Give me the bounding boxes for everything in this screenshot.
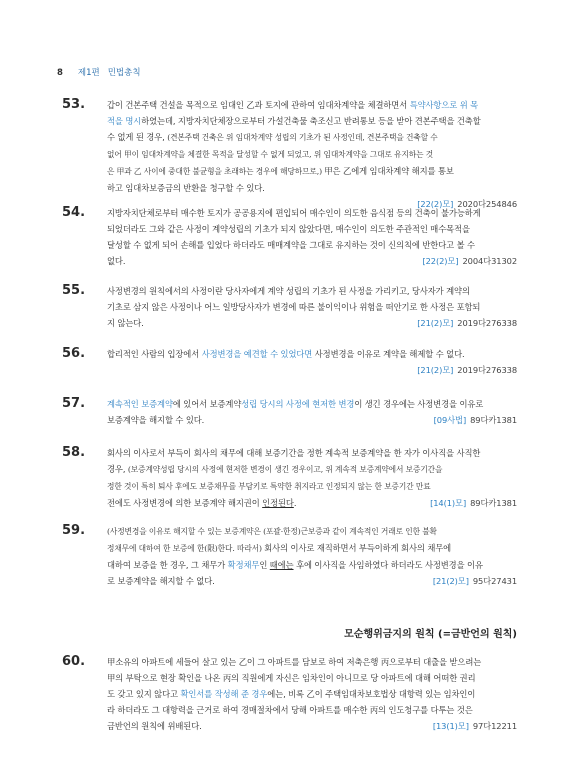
text-span: 합리적인 사람의 입장에서	[107, 349, 202, 359]
annotation-text: 정한 것이 특히 퇴사 후에도 보증채무를 부담키로 특약한 취지라고 인정되지 않는 한 보증기간 만료	[107, 482, 431, 491]
page-header	[57, 66, 141, 78]
text-line	[107, 445, 517, 461]
text-line	[107, 113, 517, 129]
item-number: 58.	[62, 445, 86, 460]
text-line	[107, 97, 517, 113]
case-number: 2004다31302	[462, 256, 517, 266]
text-line	[107, 557, 517, 573]
text-span: 되었더라도 그와 같은 사정이 계약성립의 기초가 되지 않았다면, 매수인이 의도한 주관적인 매수목적을	[107, 224, 470, 234]
text-line	[107, 315, 517, 331]
text-span: 사정변경을 이유로 계약을 해제할 수 없다.	[312, 349, 465, 359]
highlight-text: 확정채무	[227, 560, 260, 570]
annotation-text: 없어 甲이 임대차계약을 체결한 목적을 달성할 수 없게 되었고, 위 임대차계약을 그대로 유지하는 것	[107, 150, 434, 159]
underlined-text: 인정된다	[262, 498, 294, 508]
text-span: 갑이 건본주택 건설을 목적으로 임대인 乙과 토지에 관하여 임대차계약을 체결하면서	[107, 100, 410, 110]
page-number: 8	[57, 68, 63, 78]
highlight-text: 적을 명시	[107, 116, 142, 126]
text-line	[107, 670, 517, 686]
item-body	[107, 396, 517, 428]
text-span: 달성할 수 없게 되어 손해를 입었다 하더라도 매매계약을 그대로 유지하는 것이 신의칙에 반한다고 볼 수	[107, 240, 475, 250]
text-span: 하였는데, 지방자치단체장으로부터 가설건축물 축조신고 반려통보 등을 받아 견본주택을 건축할	[141, 116, 481, 126]
item-number: 54.	[62, 205, 86, 220]
text-span: 회사의 이사로서 부득이 회사의 채무에 대해 보증기간을 정한 계속적 보증계약을 한 자가 이사직을 사직한	[107, 448, 481, 458]
item-body	[107, 283, 517, 331]
section-title: 모순행위금지의 원칙 (=금반언의 원칙)	[344, 629, 517, 640]
text-line	[107, 205, 517, 221]
reference-line	[107, 362, 517, 378]
text-line	[107, 237, 517, 253]
text-line	[107, 221, 517, 237]
exam-reference: [21(2)모]	[417, 365, 454, 375]
text-line	[107, 163, 517, 180]
text-span: 에는, 비록 乙이 주택임대차보호법상 대항력 있는 임차인이	[267, 689, 476, 699]
text-line	[107, 523, 517, 540]
exam-reference: [22(2)모]	[417, 199, 454, 209]
text-span: 수 없게 된 경우,	[107, 132, 168, 142]
underlined-text: 때에는	[269, 560, 294, 570]
text-span: 없다.	[107, 256, 126, 266]
case-number: 89다카1381	[470, 498, 517, 508]
exam-reference: [21(2)모]	[432, 576, 469, 586]
item-body	[107, 654, 517, 734]
text-line	[107, 129, 517, 146]
exam-reference: [22(2)모]	[422, 256, 459, 266]
highlight-text: 확인서를 작성해 준 경우	[180, 689, 268, 699]
text-line	[107, 686, 517, 702]
text-span: 후에 이사직을 사임하였다 하더라도 사정변경을 이유	[293, 560, 483, 570]
highlight-text: 정채무	[107, 544, 129, 553]
case-number: 89다카1381	[470, 415, 517, 425]
item-body	[107, 205, 517, 269]
text-line	[107, 283, 517, 299]
text-span: 이 생긴 경우에는 사정변경을 이유로	[354, 399, 484, 409]
item-body	[107, 346, 517, 378]
text-span: 사정변경의 원칙에서의 사정이란 당사자에게 계약 성립의 기초가 된 사정을 가리키고, 당사자가 계약의	[107, 286, 470, 296]
item-body	[107, 523, 517, 589]
item-body	[107, 445, 517, 511]
text-line	[107, 540, 517, 557]
exam-reference: [21(2)모]	[417, 318, 454, 328]
text-span: 甲의 부탁으로 현장 확인을 나온 丙의 직원에게 자신은 임차인이 아니므로 당 아파트에 대해 어떠한 권리	[107, 673, 476, 683]
text-span: 지 않는다.	[107, 318, 144, 328]
item-number: 53.	[62, 97, 86, 112]
text-span: 기초로 삼지 않은 사정이나 어느 일방당사자가 변경에 따른 불이익이나 위험을 떠안기로 한 사정은 포함되	[107, 302, 481, 312]
text-line	[107, 573, 517, 589]
text-line	[107, 253, 517, 269]
chapter-label: 민법총칙	[107, 68, 141, 78]
exam-reference: [13(1)모]	[432, 721, 469, 731]
highlight-text: 계속적인 거래로 인한 불확	[349, 527, 437, 536]
exam-reference: [09사법]	[433, 415, 467, 425]
highlight-text: 계속적인 보증계약	[107, 399, 173, 409]
text-line	[107, 346, 517, 362]
item-number: 57.	[62, 396, 86, 411]
text-span: 하고 임대차보증금의 반환을 청구할 수 있다.	[107, 183, 265, 193]
item-number: 56.	[62, 346, 86, 361]
annotation-text: 은 甲과 乙 사이에 중대한 불균형을 초래하는 경우에 해당하므로,)	[107, 167, 325, 176]
text-line	[107, 718, 517, 734]
highlight-text: 성립 당시의 사정에 현저한 변경	[241, 399, 355, 409]
item-number: 60.	[62, 654, 86, 669]
item-body	[107, 97, 517, 212]
case-number: 2019다276338	[457, 365, 517, 375]
text-span: 경우,	[107, 464, 128, 474]
case-number: 2019다276338	[457, 318, 517, 328]
text-span: 에 있어서 보증계약	[172, 399, 242, 409]
highlight-text: 특약사항으로 위 목	[409, 100, 479, 110]
text-span: 로 보증계약을 해지할 수 없다.	[107, 576, 215, 586]
text-span: 인	[259, 560, 270, 570]
text-span: 甲은 乙에게 임대차계약 해지를 통보	[324, 166, 454, 176]
case-number: 95다27431	[472, 576, 517, 586]
text-line	[107, 478, 517, 495]
text-line	[107, 412, 517, 428]
case-number: 97다12211	[472, 721, 517, 731]
text-span: .	[293, 498, 297, 508]
case-number: 2020다254846	[457, 199, 517, 209]
text-line	[107, 495, 517, 511]
text-span: 도 갖고 있지 않다고	[107, 689, 181, 699]
highlight-text: 사정변경을 예견할 수 있었다면	[201, 349, 313, 359]
text-span: 대하여 보증을 한 경우, 그 채무가	[107, 560, 228, 570]
exam-reference: [14(1)모]	[430, 498, 467, 508]
text-span: 지방자치단체로부터 매수한 토지가 공공용지에 편입되어 매수인이 의도한 음식점 등의 건축이 불가능하게	[107, 208, 481, 218]
part-label: 제1편	[77, 68, 100, 78]
item-number: 55.	[62, 283, 86, 298]
text-span: 라 하더라도 그 대항력을 근거로 하여 경매절차에서 당해 아파트를 매수한 丙의 인도청구를 다투는 것은	[107, 705, 473, 715]
annotation-text: (사정변경을 이유로 해지할 수 있는 보증계약은 (포괄·한정)근보증과 같이	[107, 527, 350, 536]
text-line	[107, 654, 517, 670]
text-span: 甲소유의 아파트에 세들어 살고 있는 乙이 그 아파트를 담보로 하여 저축은행 丙으로부터 대출을 받으려는	[107, 657, 482, 667]
annotation-text: 에 대하여 한 보증에 한(限)한다. 따라서)	[128, 544, 265, 553]
text-line	[107, 146, 517, 163]
item-number: 59.	[62, 523, 86, 538]
text-span: 보증계약을 해지할 수 있다.	[107, 415, 205, 425]
text-line	[107, 702, 517, 718]
text-span: 금반언의 원칙에 위배된다.	[107, 721, 202, 731]
text-line	[107, 396, 517, 412]
annotation-text: (보증계약성립 당시의 사정에 현저한 변경이 생긴 경우이고, 위 계속적 보증계약에서 보증기간을	[127, 465, 443, 474]
text-span: 전에도 사정변경에 의한 보증계약 해지권이	[107, 498, 263, 508]
annotation-text: (견본주택 건축은 위 임대차계약 성립의 기초가 된 사정인데, 견본주택을 건축할 수	[167, 133, 438, 142]
text-span: 회사의 이사로 재직하면서 부득이하게 회사의 채무에	[264, 543, 452, 553]
text-line	[107, 461, 517, 478]
text-line	[107, 299, 517, 315]
text-line	[107, 180, 517, 196]
